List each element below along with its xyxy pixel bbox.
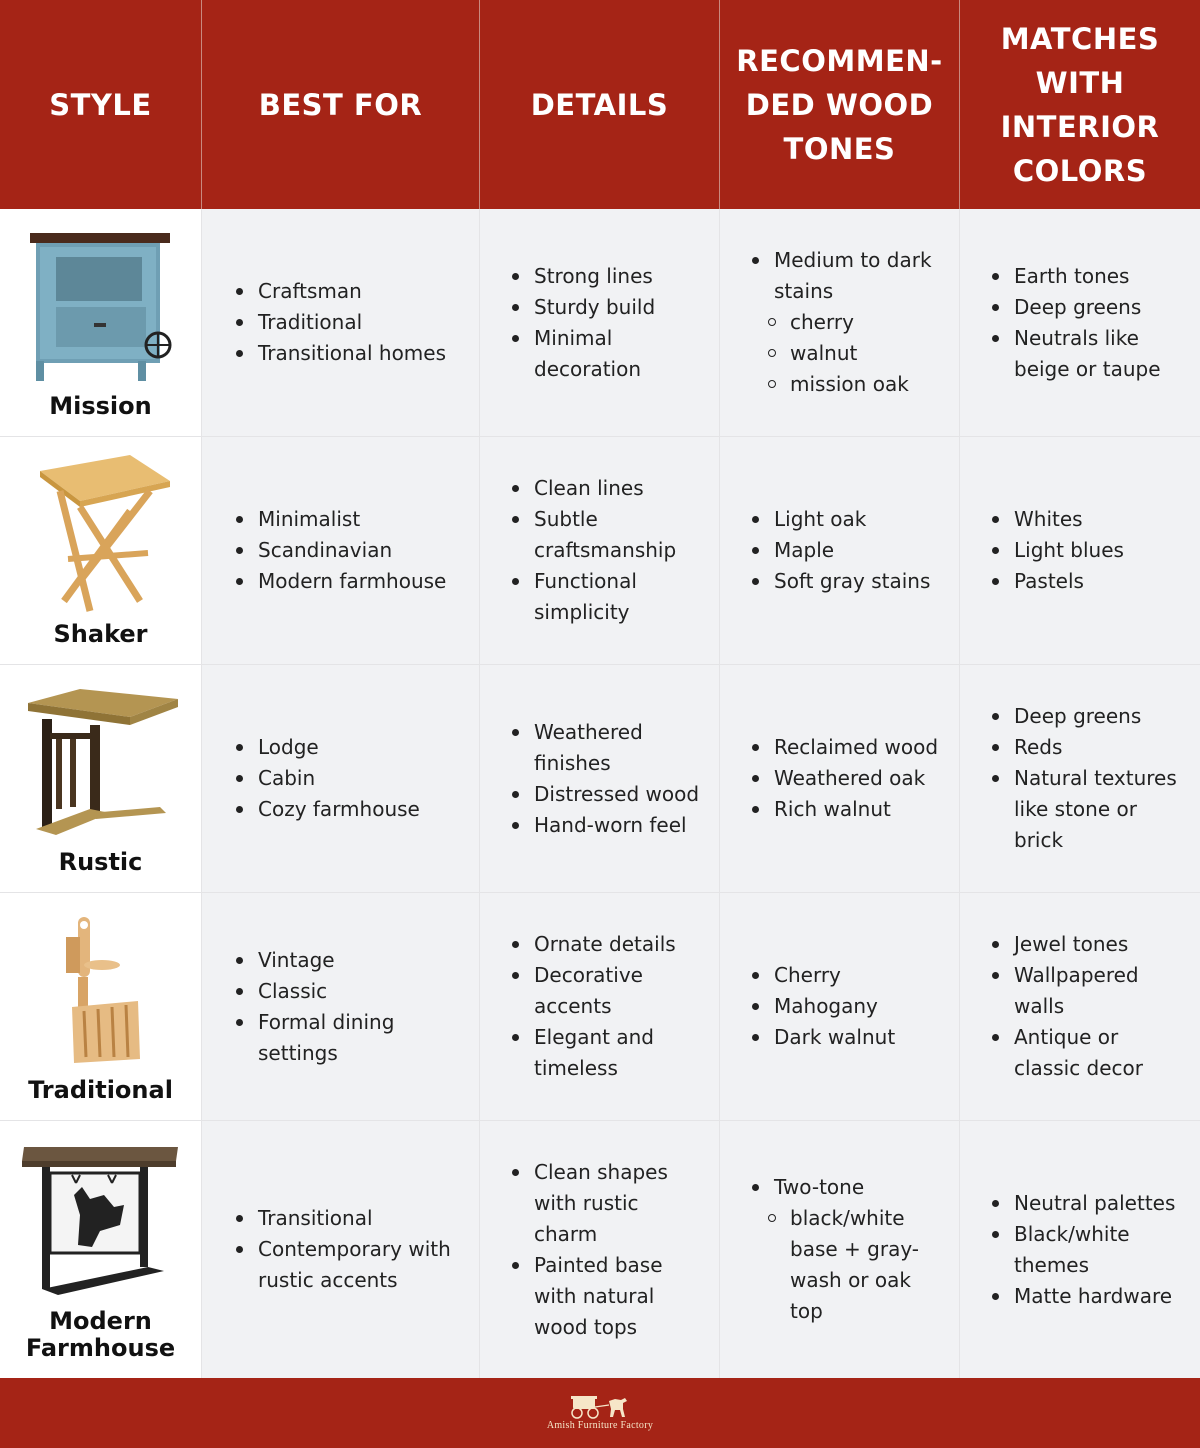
list-item: Cozy farmhouse xyxy=(236,794,420,825)
list-item: mission oak xyxy=(752,369,942,400)
list-item: Light oak xyxy=(752,504,930,535)
logo-text: Amish Furniture Factory xyxy=(546,1420,654,1431)
list-item: Natural textures like stone or brick xyxy=(992,763,1187,856)
wood-tones-list xyxy=(752,960,895,1053)
wood-tones-sublist xyxy=(752,307,942,400)
wood-tones-sublist xyxy=(752,1203,927,1327)
modern-farmhouse-table-image xyxy=(20,1135,182,1300)
list-item: Decorative accents xyxy=(512,960,692,1022)
interior-colors-cell xyxy=(960,437,1200,664)
style-name: Modern Farmhouse xyxy=(25,1307,176,1362)
wood-tones-cell xyxy=(720,893,960,1120)
list-item: Neutrals like beige or taupe xyxy=(992,323,1172,385)
list-item: Earth tones xyxy=(992,261,1172,292)
interior-colors-cell xyxy=(960,893,1200,1120)
list-item: Weathered oak xyxy=(752,763,938,794)
list-item: Lodge xyxy=(236,732,420,763)
table-row xyxy=(0,437,1200,665)
list-item: Traditional xyxy=(236,307,446,338)
details-list xyxy=(512,717,702,841)
list-item: Dark walnut xyxy=(752,1022,895,1053)
list-item: Reds xyxy=(992,732,1187,763)
details-list xyxy=(512,929,692,1084)
list-item: Soft gray stains xyxy=(752,566,930,597)
header-style: STYLE xyxy=(0,0,202,209)
list-item: Minimalist xyxy=(236,504,446,535)
list-item: Minimal decoration xyxy=(512,323,692,385)
footer-bar xyxy=(0,1378,1200,1448)
buggy-logo-icon xyxy=(569,1395,631,1419)
list-item: Rich walnut xyxy=(752,794,938,825)
interior-colors-list xyxy=(992,929,1172,1084)
table-row xyxy=(0,665,1200,893)
interior-colors-cell xyxy=(960,209,1200,436)
shaker-table-image xyxy=(20,451,182,616)
list-item: Painted base with natural wood tops xyxy=(512,1250,672,1343)
table-row xyxy=(0,1121,1200,1378)
style-cell xyxy=(0,209,202,436)
best-for-list xyxy=(236,504,446,597)
wood-tones-list xyxy=(752,1172,927,1327)
wood-tones-cell xyxy=(720,1121,960,1378)
list-item: Hand-worn feel xyxy=(512,810,702,841)
list-item: Functional simplicity xyxy=(512,566,692,628)
list-item: Cherry xyxy=(752,960,895,991)
style-name: Mission xyxy=(49,392,152,420)
list-item: Scandinavian xyxy=(236,535,446,566)
list-item: Whites xyxy=(992,504,1124,535)
wood-tones-cell xyxy=(720,437,960,664)
interior-colors-list xyxy=(992,261,1172,385)
list-item: Vintage xyxy=(236,945,416,976)
best-for-cell xyxy=(202,1121,480,1378)
best-for-list xyxy=(236,732,420,825)
list-item: Pastels xyxy=(992,566,1124,597)
table-header xyxy=(0,0,1200,209)
header-details: DETAILS xyxy=(480,0,720,209)
list-item: Deep greens xyxy=(992,292,1172,323)
wood-tones-cell xyxy=(720,209,960,436)
interior-colors-cell xyxy=(960,665,1200,892)
best-for-list xyxy=(236,276,446,369)
sublist-wrapper xyxy=(752,1203,927,1327)
list-item: Cabin xyxy=(236,763,420,794)
best-for-list xyxy=(236,1203,456,1296)
list-item: Deep greens xyxy=(992,701,1187,732)
header-wood-tones: RECOMMEN-DED WOOD TONES xyxy=(720,0,960,209)
list-item: Two-tone xyxy=(752,1172,927,1203)
interior-colors-list xyxy=(992,504,1124,597)
list-item: Formal dining settings xyxy=(236,1007,416,1069)
details-cell xyxy=(480,209,720,436)
list-item: Neutral palettes xyxy=(992,1188,1182,1219)
details-list xyxy=(512,473,692,628)
list-item: Mahogany xyxy=(752,991,895,1022)
mission-table-image xyxy=(20,223,182,388)
list-item: Reclaimed wood xyxy=(752,732,938,763)
list-item: Light blues xyxy=(992,535,1124,566)
details-cell xyxy=(480,893,720,1120)
details-cell xyxy=(480,665,720,892)
list-item: Craftsman xyxy=(236,276,446,307)
list-item: Elegant and timeless xyxy=(512,1022,692,1084)
interior-colors-cell xyxy=(960,1121,1200,1378)
list-item: walnut xyxy=(752,338,942,369)
wood-tones-cell xyxy=(720,665,960,892)
list-item: Medium to dark stains xyxy=(752,245,942,307)
style-cell xyxy=(0,665,202,892)
list-item: Classic xyxy=(236,976,416,1007)
interior-colors-list xyxy=(992,701,1187,856)
list-item: Maple xyxy=(752,535,930,566)
list-item: Wallpapered walls xyxy=(992,960,1172,1022)
sublist-wrapper xyxy=(752,307,942,400)
header-interior-colors: MATCHES WITH INTERIOR COLORS xyxy=(1000,21,1160,188)
wood-tones-list xyxy=(752,504,930,597)
style-name: Shaker xyxy=(53,620,148,648)
list-item: Antique or classic decor xyxy=(992,1022,1172,1084)
list-item: Clean shapes with rustic charm xyxy=(512,1157,672,1250)
traditional-table-image xyxy=(20,907,182,1072)
list-item: Strong lines xyxy=(512,261,692,292)
style-name: Rustic xyxy=(58,848,143,876)
list-item: Transitional homes xyxy=(236,338,446,369)
details-list xyxy=(512,1157,672,1343)
list-item: Subtle craftsmanship xyxy=(512,504,692,566)
header-best-for: BEST FOR xyxy=(202,0,480,209)
best-for-list xyxy=(236,945,416,1069)
best-for-cell xyxy=(202,893,480,1120)
list-item: Matte hardware xyxy=(992,1281,1182,1312)
list-item: Contemporary with rustic accents xyxy=(236,1234,456,1296)
list-item: cherry xyxy=(752,307,942,338)
details-list xyxy=(512,261,692,385)
wood-tones-list xyxy=(752,732,938,825)
list-item: Jewel tones xyxy=(992,929,1172,960)
details-cell xyxy=(480,437,720,664)
list-item: Sturdy build xyxy=(512,292,692,323)
style-cell xyxy=(0,437,202,664)
list-item: Distressed wood xyxy=(512,779,702,810)
best-for-cell xyxy=(202,665,480,892)
details-cell xyxy=(480,1121,720,1378)
table-row xyxy=(0,893,1200,1121)
style-cell xyxy=(0,893,202,1120)
rustic-table-image xyxy=(20,679,182,844)
best-for-cell xyxy=(202,437,480,664)
list-item: Transitional xyxy=(236,1203,456,1234)
wood-tones-list xyxy=(752,245,942,400)
list-item: Ornate details xyxy=(512,929,692,960)
interior-colors-list xyxy=(992,1188,1182,1312)
list-item: Weathered finishes xyxy=(512,717,702,779)
table-row xyxy=(0,209,1200,437)
style-cell xyxy=(0,1121,202,1378)
list-item: Clean lines xyxy=(512,473,692,504)
list-item: Black/white themes xyxy=(992,1219,1182,1281)
style-name: Traditional xyxy=(28,1076,173,1104)
list-item: Modern farmhouse xyxy=(236,566,446,597)
list-item: black/white base + gray-wash or oak top xyxy=(752,1203,927,1327)
best-for-cell xyxy=(202,209,480,436)
